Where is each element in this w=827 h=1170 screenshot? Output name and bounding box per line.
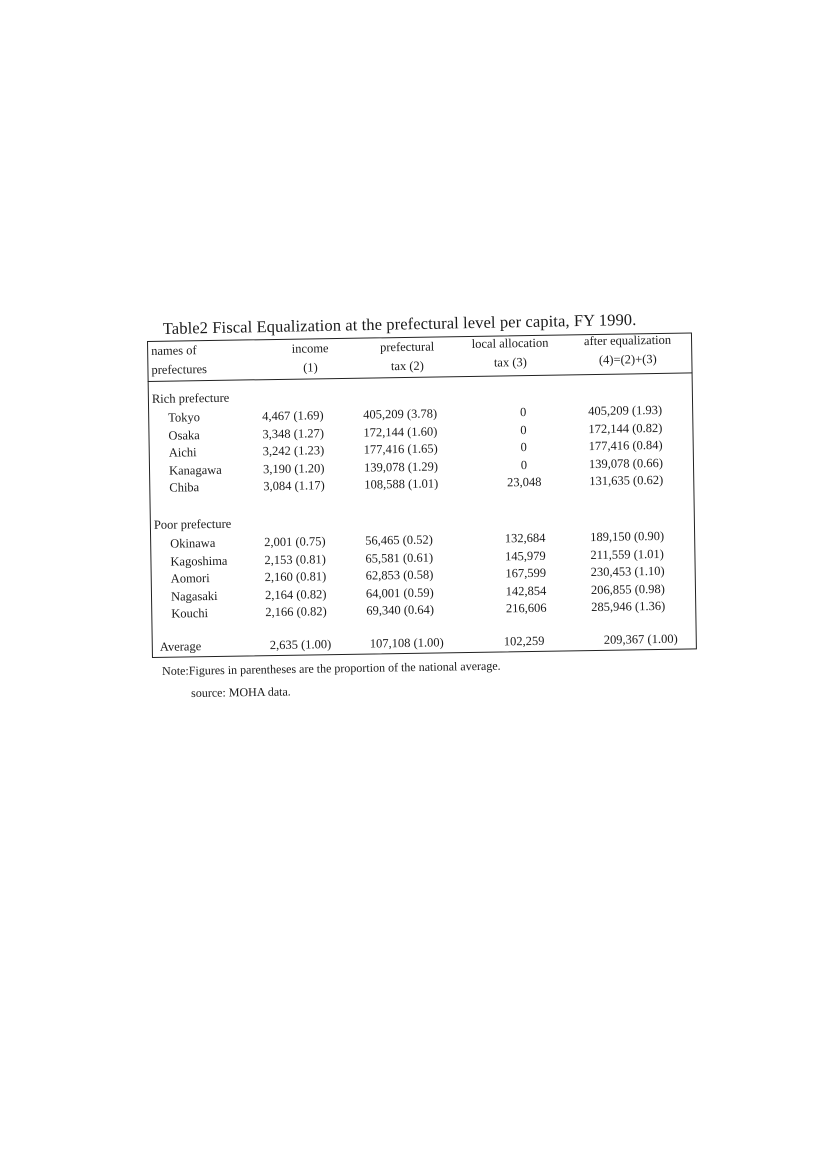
poor-row-income: 2,166 (0.82): [265, 604, 327, 620]
poor-row-income: 2,160 (0.81): [264, 569, 327, 585]
rich-row-income: 4,467 (1.69): [262, 408, 324, 424]
poor-row-income: 2,164 (0.82): [264, 587, 327, 602]
rich-row-after: 172,144 (0.82): [588, 420, 663, 436]
rich-row-after: 405,209 (1.93): [588, 402, 663, 419]
poor-row-tax: 64,001 (0.59): [365, 585, 434, 601]
header-after-eq-line2: (4)=(2)+(3): [598, 351, 657, 367]
rich-row-alloc: 0: [520, 457, 528, 472]
average-name: Average: [159, 639, 202, 654]
rich-row-alloc: 23,048: [506, 475, 542, 490]
poor-row-name: Okinawa: [170, 535, 216, 551]
rich-row-name: Aichi: [168, 445, 197, 460]
header-pref-tax-line1: prefectural: [379, 339, 435, 355]
rich-row-income: 3,348 (1.27): [262, 425, 325, 441]
rich-row-name: Osaka: [168, 427, 200, 443]
rich-row-tax: 172,144 (1.60): [363, 424, 438, 440]
rich-row-tax: 177,416 (1.65): [363, 441, 438, 457]
header-after-eq: [570, 331, 686, 371]
rich-row-after: 131,635 (0.62): [589, 473, 664, 489]
average-after: 209,367 (1.00): [603, 631, 678, 647]
header-income: [265, 339, 356, 378]
poor-row-tax: 56,465 (0.52): [365, 532, 433, 548]
poor-row-name: Kagoshima: [170, 553, 228, 569]
fiscal-table: [147, 332, 697, 663]
rich-row-alloc: 0: [519, 405, 527, 420]
poor-row-after: 211,559 (1.01): [590, 546, 665, 562]
table-source: source: MOHA data.: [191, 684, 291, 700]
poor-row-alloc: 132,684: [504, 530, 546, 546]
rich-row-tax: 139,078 (1.29): [363, 459, 439, 475]
header-income-line2: (1): [303, 360, 318, 375]
average-tax: 107,108 (1.00): [369, 635, 444, 651]
header-names-line1: names of: [151, 343, 197, 358]
poor-row-alloc: 145,979: [504, 548, 546, 563]
average-alloc: 102,259: [503, 633, 545, 649]
poor-row-alloc: 167,599: [505, 565, 547, 581]
rich-row-tax: 405,209 (3.78): [363, 406, 438, 422]
header-income-line1: income: [291, 341, 329, 356]
rich-row-alloc: 0: [520, 440, 527, 455]
rich-row-income: 3,242 (1.23): [262, 443, 325, 459]
rich-row-income: 3,190 (1.20): [262, 461, 325, 476]
average-income: 2,635 (1.00): [269, 637, 332, 653]
poor-row-name: Aomori: [170, 571, 210, 586]
header-names-line2: prefectures: [151, 362, 208, 377]
rich-row-name: Kanagawa: [168, 462, 222, 478]
poor-row-after: 230,453 (1.10): [590, 564, 665, 580]
poor-section-label: Poor prefecture: [153, 516, 232, 532]
header-local-alloc: [460, 334, 561, 374]
table-title: Table2 Fiscal Equalization at the prefectural level per capita, FY 1990.: [162, 309, 637, 339]
poor-row-tax: 62,853 (0.58): [365, 567, 434, 583]
rich-row-alloc: 0: [520, 422, 527, 437]
header-names: [151, 341, 207, 380]
poor-row-income: 2,153 (0.81): [264, 551, 327, 567]
header-local-alloc-line2: tax (3): [493, 355, 527, 370]
rich-row-after: 139,078 (0.66): [588, 455, 664, 471]
poor-row-name: Kouchi: [171, 606, 209, 622]
poor-row-alloc: 142,854: [505, 583, 547, 599]
header-pref-tax: [362, 337, 453, 376]
rich-row-name: Chiba: [169, 480, 200, 496]
rich-row-income: 3,084 (1.17): [263, 478, 325, 494]
rich-row-after: 177,416 (0.84): [588, 438, 663, 454]
header-local-alloc-line1: local allocation: [471, 335, 549, 351]
header-pref-tax-line2: tax (2): [390, 358, 425, 374]
rich-row-name: Tokyo: [168, 410, 201, 425]
poor-row-alloc: 216,606: [505, 601, 547, 616]
poor-row-income: 2,001 (0.75): [264, 534, 326, 550]
poor-row-after: 206,855 (0.98): [590, 581, 666, 597]
table-note: Note:Figures in parentheses are the proportion of the national average.: [162, 658, 501, 678]
rich-row-tax: 108,588 (1.01): [364, 476, 439, 492]
poor-row-after: 189,150 (0.90): [590, 528, 665, 545]
poor-row-tax: 65,581 (0.61): [365, 550, 434, 566]
poor-row-name: Nagasaki: [170, 588, 218, 604]
poor-row-tax: 69,340 (0.64): [366, 602, 435, 618]
poor-row-after: 285,946 (1.36): [591, 599, 666, 615]
header-after-eq-line1: after equalization: [583, 332, 672, 349]
rich-section-label: Rich prefecture: [151, 390, 230, 406]
